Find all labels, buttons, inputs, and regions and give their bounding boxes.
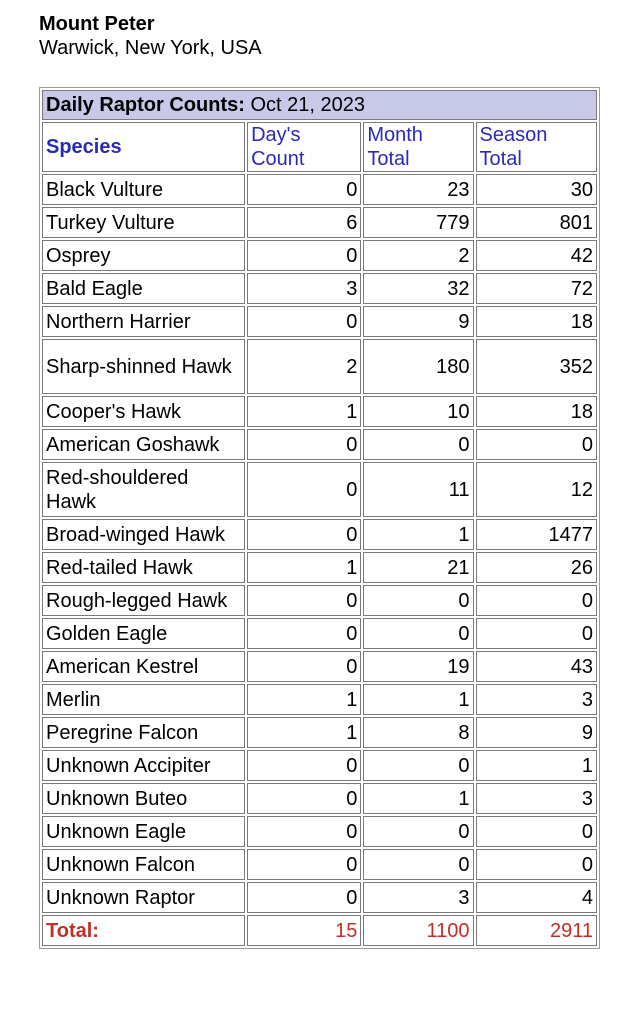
season-total-cell: 30 <box>476 174 597 205</box>
site-header <box>39 12 262 60</box>
table-row <box>42 684 597 715</box>
table-body <box>42 174 597 913</box>
day-count-cell: 0 <box>247 651 361 682</box>
table-row <box>42 339 597 394</box>
day-count-cell: 0 <box>247 618 361 649</box>
species-cell: Rough-legged Hawk <box>42 585 245 616</box>
header-month-total: Month Total <box>363 122 473 172</box>
month-total-cell: 1 <box>363 519 473 550</box>
month-total-cell: 8 <box>363 717 473 748</box>
total-label: Total: <box>42 915 245 946</box>
day-count-cell: 0 <box>247 585 361 616</box>
day-count-cell: 1 <box>247 396 361 427</box>
species-cell: Unknown Eagle <box>42 816 245 847</box>
month-total-cell: 32 <box>363 273 473 304</box>
raptor-counts-table <box>39 87 600 949</box>
species-cell: Cooper's Hawk <box>42 396 245 427</box>
species-cell: Red-shouldered Hawk <box>42 462 245 517</box>
header-day-count: Day's Count <box>247 122 361 172</box>
season-total-cell: 0 <box>476 849 597 880</box>
day-count-cell: 1 <box>247 552 361 583</box>
season-total-cell: 18 <box>476 306 597 337</box>
month-total-cell: 0 <box>363 429 473 460</box>
species-cell: American Goshawk <box>42 429 245 460</box>
table-row <box>42 519 597 550</box>
day-count-cell: 0 <box>247 750 361 781</box>
day-count-cell: 2 <box>247 339 361 394</box>
species-cell: Osprey <box>42 240 245 271</box>
month-total-cell: 2 <box>363 240 473 271</box>
table-row <box>42 273 597 304</box>
total-season-total: 2911 <box>476 915 597 946</box>
day-count-cell: 0 <box>247 306 361 337</box>
table-row <box>42 816 597 847</box>
table-row <box>42 240 597 271</box>
season-total-cell: 18 <box>476 396 597 427</box>
species-cell: Merlin <box>42 684 245 715</box>
species-cell: Unknown Raptor <box>42 882 245 913</box>
season-total-cell: 0 <box>476 618 597 649</box>
header-species: Species <box>42 122 245 172</box>
season-total-cell: 801 <box>476 207 597 238</box>
season-total-cell: 3 <box>476 684 597 715</box>
season-total-cell: 3 <box>476 783 597 814</box>
table-title <box>42 90 597 120</box>
species-cell: Unknown Accipiter <box>42 750 245 781</box>
day-count-cell: 0 <box>247 849 361 880</box>
month-total-cell: 180 <box>363 339 473 394</box>
season-total-cell: 0 <box>476 816 597 847</box>
day-count-cell: 0 <box>247 519 361 550</box>
season-total-cell: 72 <box>476 273 597 304</box>
month-total-cell: 1 <box>363 783 473 814</box>
season-total-cell: 9 <box>476 717 597 748</box>
species-cell: American Kestrel <box>42 651 245 682</box>
month-total-cell: 10 <box>363 396 473 427</box>
season-total-cell: 1 <box>476 750 597 781</box>
species-cell: Bald Eagle <box>42 273 245 304</box>
total-month-total: 1100 <box>363 915 473 946</box>
table-row <box>42 429 597 460</box>
species-cell: Sharp-shinned Hawk <box>42 339 245 394</box>
table-row <box>42 462 597 517</box>
species-cell: Unknown Buteo <box>42 783 245 814</box>
day-count-cell: 1 <box>247 717 361 748</box>
season-total-cell: 26 <box>476 552 597 583</box>
day-count-cell: 0 <box>247 174 361 205</box>
species-cell: Northern Harrier <box>42 306 245 337</box>
month-total-cell: 0 <box>363 849 473 880</box>
table-row <box>42 306 597 337</box>
month-total-cell: 23 <box>363 174 473 205</box>
month-total-cell: 3 <box>363 882 473 913</box>
table-row <box>42 717 597 748</box>
table-row <box>42 882 597 913</box>
table-row <box>42 651 597 682</box>
day-count-cell: 0 <box>247 783 361 814</box>
day-count-cell: 0 <box>247 462 361 517</box>
month-total-cell: 779 <box>363 207 473 238</box>
table-row <box>42 174 597 205</box>
month-total-cell: 0 <box>363 618 473 649</box>
month-total-cell: 1 <box>363 684 473 715</box>
day-count-cell: 0 <box>247 816 361 847</box>
table-row <box>42 552 597 583</box>
day-count-cell: 0 <box>247 429 361 460</box>
season-total-cell: 43 <box>476 651 597 682</box>
species-cell: Peregrine Falcon <box>42 717 245 748</box>
header-season-total: Season Total <box>476 122 597 172</box>
table-row <box>42 783 597 814</box>
season-total-cell: 42 <box>476 240 597 271</box>
table-title-label: Daily Raptor Counts: <box>46 94 245 116</box>
season-total-cell: 0 <box>476 429 597 460</box>
table-row <box>42 585 597 616</box>
month-total-cell: 21 <box>363 552 473 583</box>
table-row <box>42 207 597 238</box>
day-count-cell: 1 <box>247 684 361 715</box>
day-count-cell: 0 <box>247 240 361 271</box>
species-cell: Golden Eagle <box>42 618 245 649</box>
season-total-cell: 4 <box>476 882 597 913</box>
month-total-cell: 19 <box>363 651 473 682</box>
season-total-cell: 12 <box>476 462 597 517</box>
species-cell: Black Vulture <box>42 174 245 205</box>
table-row <box>42 618 597 649</box>
species-cell: Turkey Vulture <box>42 207 245 238</box>
season-total-cell: 352 <box>476 339 597 394</box>
season-total-cell: 1477 <box>476 519 597 550</box>
month-total-cell: 0 <box>363 585 473 616</box>
day-count-cell: 0 <box>247 882 361 913</box>
site-location: Warwick, New York, USA <box>39 37 262 59</box>
month-total-cell: 9 <box>363 306 473 337</box>
table-row <box>42 849 597 880</box>
season-total-cell: 0 <box>476 585 597 616</box>
species-cell: Broad-winged Hawk <box>42 519 245 550</box>
species-cell: Unknown Falcon <box>42 849 245 880</box>
table-row <box>42 396 597 427</box>
month-total-cell: 11 <box>363 462 473 517</box>
site-name: Mount Peter <box>39 13 155 35</box>
month-total-cell: 0 <box>363 816 473 847</box>
day-count-cell: 3 <box>247 273 361 304</box>
species-cell: Red-tailed Hawk <box>42 552 245 583</box>
table-title-date: Oct 21, 2023 <box>250 94 365 116</box>
day-count-cell: 6 <box>247 207 361 238</box>
total-day-count: 15 <box>247 915 361 946</box>
table-row <box>42 750 597 781</box>
month-total-cell: 0 <box>363 750 473 781</box>
total-row <box>42 915 597 946</box>
